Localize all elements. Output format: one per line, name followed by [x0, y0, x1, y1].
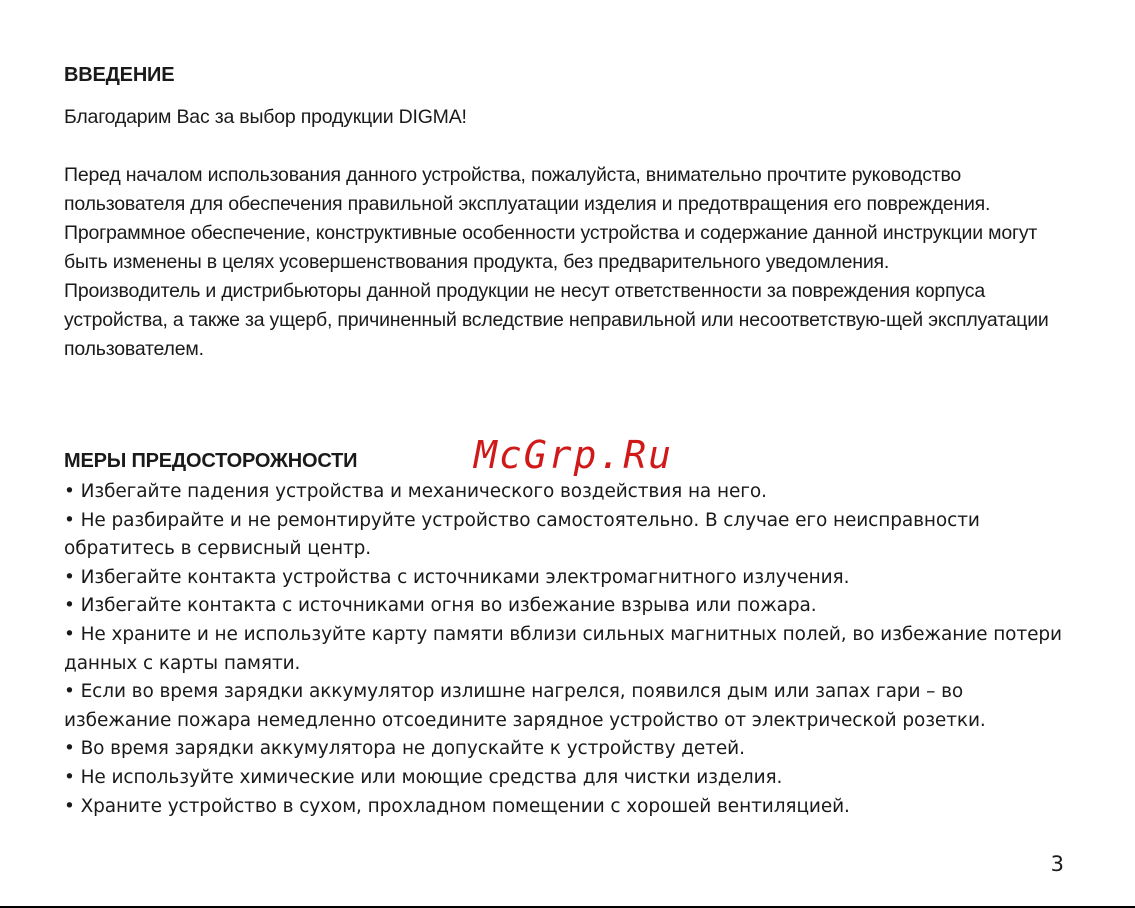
safety-item: • Если во время зарядки аккумулятор излишне нагрелся, появился дым или запах гари – во избежание пожара немедленно отсоедините зарядное устройство от электрической розетки.: [64, 681, 986, 731]
safety-item: • Избегайте падения устройства и механического воздействия на него.: [64, 481, 767, 502]
intro-paragraph: Программное обеспечение, конструктивные особенности устройства и содержание данной инструкции могут быть изменены в целях усовершенствования продукта, без предварительного уведомления.: [64, 222, 1038, 273]
thanks-text: Благодарим Вас за выбор продукции DIGMA!: [64, 106, 467, 128]
safety-list: [64, 478, 1064, 821]
safety-item: • Избегайте контакта устройства с источниками электромагнитного излучения.: [64, 566, 850, 588]
page-number: 3: [1050, 852, 1064, 876]
safety-item: • Избегайте контакта с источниками огня во избежание взрыва или пожара.: [64, 595, 817, 617]
safety-item: • Не храните и не используйте карту памяти вблизи сильных магнитных полей, во избежание потери данных с карты памяти.: [64, 623, 1062, 674]
intro-paragraphs: [64, 161, 1054, 364]
intro-paragraph: Перед началом использования данного устройства, пожалуйста, внимательно прочтите руководство пользователя для обеспечения правильной эксплуатации изделия и предотвращения его повреждения.: [64, 164, 991, 215]
manual-page: [64, 60, 1064, 900]
intro-paragraph: Производитель и дистрибьюторы данной продукции не несут ответственности за повреждения корпуса устройства, а также за ущерб, причиненный вследствие неправильной или несоответствую-щей эксплуатации пользователем.: [64, 280, 1049, 360]
intro-heading: ВВЕДЕНИЕ: [64, 64, 175, 86]
watermark: McGrp.Ru: [474, 433, 674, 477]
safety-item: • Храните устройство в сухом, прохладном помещении с хорошей вентиляцией.: [64, 795, 850, 817]
safety-heading: МЕРЫ ПРЕДОСТОРОЖНОСТИ: [64, 450, 358, 472]
safety-item: • Не используйте химические или моющие средства для чистки изделия.: [64, 766, 783, 788]
safety-item: • Во время зарядки аккумулятора не допускайте к устройству детей.: [64, 738, 745, 760]
safety-item: • Не разбирайте и не ремонтируйте устройство самостоятельно. В случае его неисправности обратитесь в сервисный центр.: [64, 509, 980, 560]
